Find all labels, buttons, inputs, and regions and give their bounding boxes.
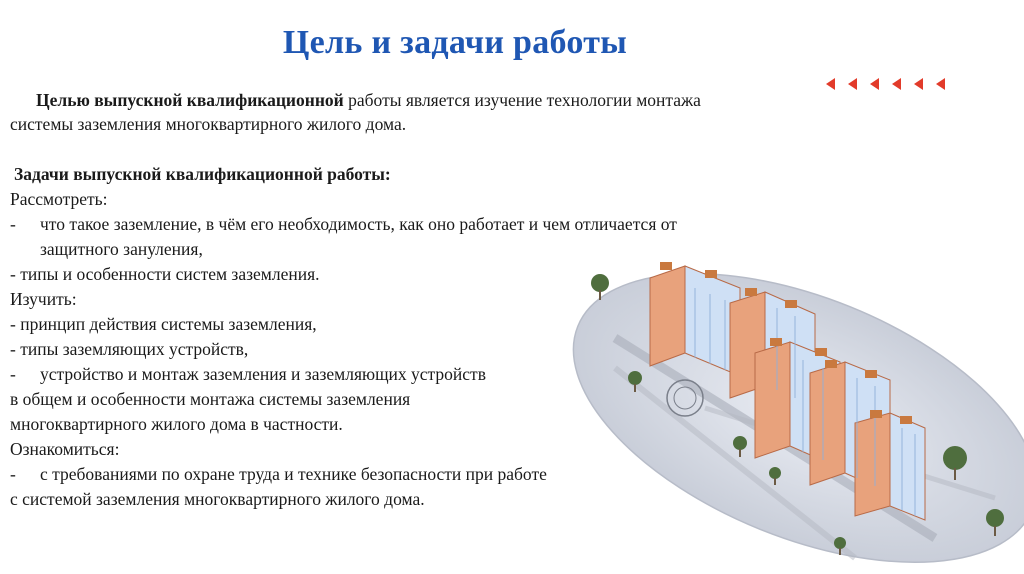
- apartment-building-illustration: [555, 248, 1024, 574]
- goal-bold: Целью выпускной квалификационной: [36, 90, 344, 110]
- consider-label: Рассмотреть:: [10, 189, 108, 209]
- goal-line-1: [36, 88, 701, 113]
- familiarize-label: Ознакомиться:: [10, 439, 120, 459]
- task-item-2: - типы и особенности систем заземления.: [10, 264, 320, 284]
- triangle-left-icon: [848, 78, 857, 90]
- dash: -: [10, 214, 16, 234]
- triangle-left-icon: [914, 78, 923, 90]
- goal-rest: работы является изучение технологии монтажа: [343, 90, 701, 110]
- triangle-left-icon: [870, 78, 879, 90]
- goal-line-2: системы заземления многоквартирного жилого дома.: [10, 114, 407, 134]
- task-item-1-cont: защитного зануления,: [40, 239, 203, 259]
- task-item-6-cont: с системой заземления многоквартирного жилого дома.: [10, 489, 425, 509]
- task-item-6-text: с требованиями по охране труда и технике безопасности при работе: [40, 464, 547, 484]
- study-label: Изучить:: [10, 289, 77, 309]
- task-item-3: - принцип действия системы заземления,: [10, 314, 317, 334]
- task-item-4: - типы заземляющих устройств,: [10, 339, 249, 359]
- task-item-6: [10, 462, 547, 487]
- task-item-5: [10, 362, 486, 387]
- task-item-5-text: устройство и монтаж заземления и заземляющих устройств: [40, 364, 486, 384]
- triangle-left-icon: [892, 78, 901, 90]
- task-item-1-text: что такое заземление, в чём его необходимость, как оно работает и чем отличается от: [40, 214, 677, 234]
- page-title: Цель и задачи работы: [282, 24, 628, 61]
- triangle-left-icon: [826, 78, 835, 90]
- task-item-5-cont-2: многоквартирного жилого дома в частности.: [10, 414, 343, 434]
- dash: -: [10, 464, 16, 484]
- task-item-1: [10, 212, 677, 237]
- dash: -: [10, 364, 16, 384]
- triangle-left-icon: [936, 78, 945, 90]
- decorative-arrows: [826, 76, 958, 92]
- tasks-heading: Задачи выпускной квалификационной работы:: [14, 164, 391, 184]
- task-item-5-cont-1: в общем и особенности монтажа системы заземления: [10, 389, 411, 409]
